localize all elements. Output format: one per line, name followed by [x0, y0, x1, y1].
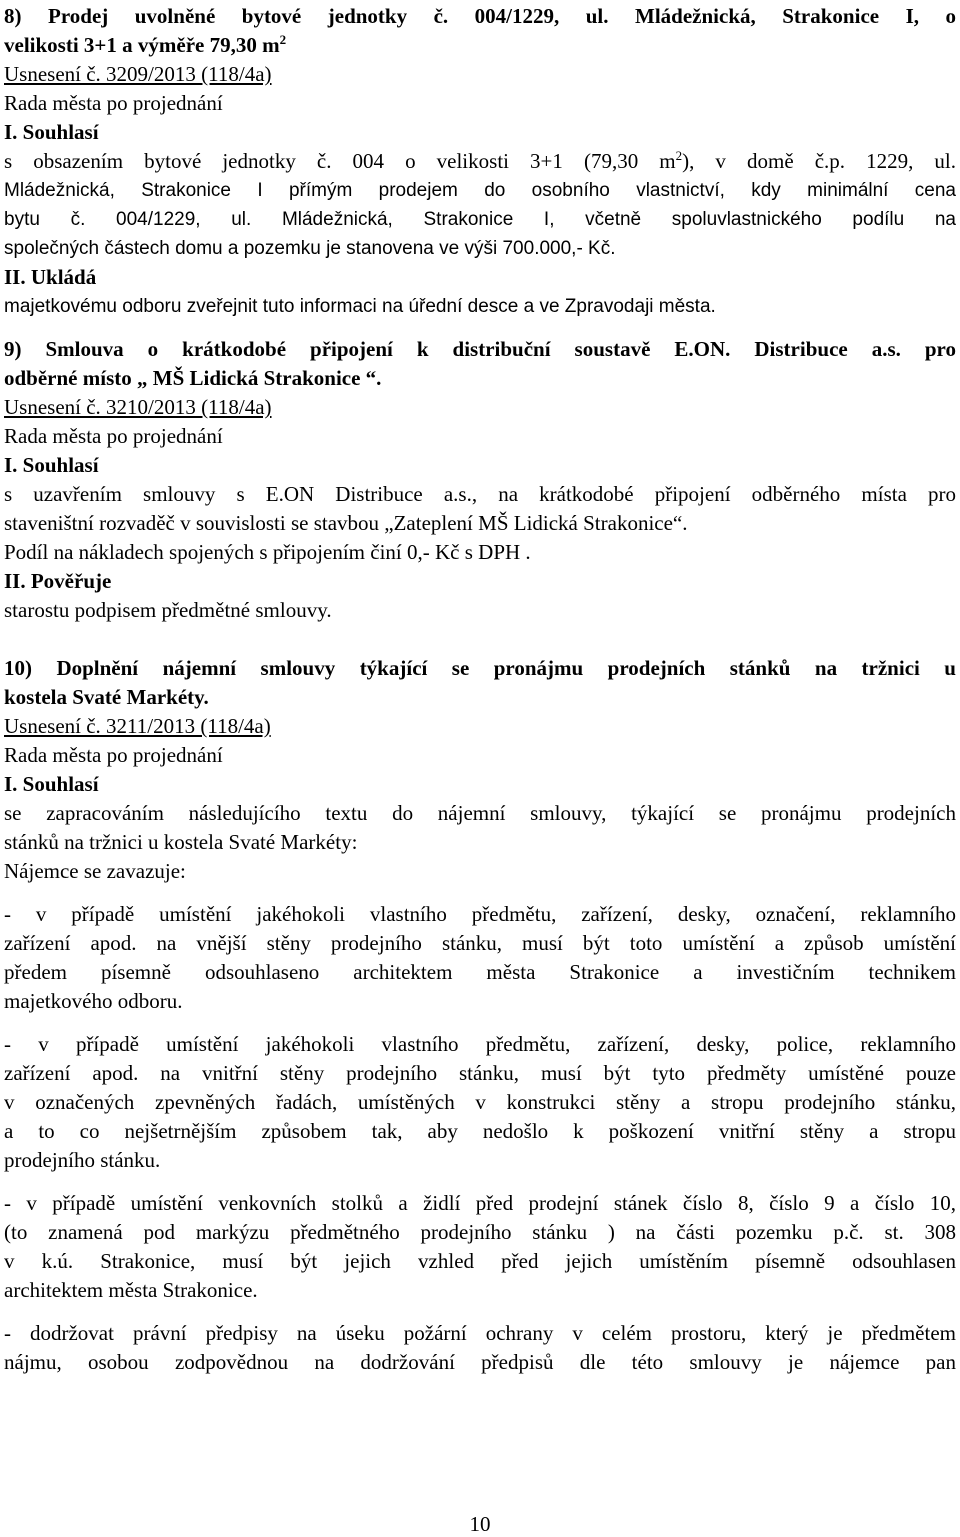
clause-line: zařízení apod. na vnější stěny prodejního stánku, musí být toto umístění a způsob umístění [4, 931, 956, 955]
item-9-section [4, 335, 956, 625]
item-9-title: 9) Smlouva o krátkodobé připojení k distribuční soustavě E.ON. Distribuce a.s. pro [4, 337, 956, 361]
spacer [4, 321, 956, 335]
item-8-resolution: Usnesení č. 3209/2013 (118/4a) [4, 62, 272, 86]
clause-line: a to co nejšetrnějším způsobem tak, aby nedošlo k poškození vnitřní stěny a stropu [4, 1119, 956, 1143]
spacer [4, 886, 956, 900]
item-10-agree-text: se zapracováním následujícího textu do nájemní smlouvy, týkající se pronájmu prodejních [4, 801, 956, 825]
clause-4 [4, 1319, 956, 1377]
clause-2 [4, 1030, 956, 1175]
item-9-title-cont: odběrné místo „ MŠ Lidická Strakonice “. [4, 366, 382, 390]
clause-3 [4, 1189, 956, 1305]
document-page [4, 0, 956, 1377]
item-8-order-text: majetkovému odboru zveřejnit tuto informaci na úřední desce a ve Zpravodaji města. [4, 296, 716, 317]
item-10-title-cont: kostela Svaté Markéty. [4, 685, 209, 709]
item-10-tenant-label: Nájemce se zavazuje: [4, 859, 186, 883]
item-8-agree-text: bytu č. 004/1229, ul. Mládežnická, Strakonice I, včetně spoluvlastnického podílu na [4, 209, 956, 230]
item-8-order-heading: II. Ukládá [4, 265, 97, 289]
clause-line: zařízení apod. na vnitřní stěny prodejního stánku, musí být tyto předměty umístěné pouze [4, 1061, 956, 1085]
clause-line: - v případě umístění jakéhokoli vlastního předmětu, zařízení, desky, police, reklamního [4, 1032, 956, 1056]
clause-line: (to znamená pod markýzu předmětného prodejního stánku ) na části pozemku p.č. st. 308 [4, 1220, 956, 1244]
clause-line: v k.ú. Strakonice, musí být jejich vzhled před jejich umístěním písemně odsouhlasen [4, 1249, 956, 1273]
clause-line: v označených zpevněných řadách, umístěných v konstrukci stěny a stropu prodejního stánku, [4, 1090, 956, 1114]
clause-line: - v případě umístění jakéhokoli vlastního předmětu, zařízení, desky, označení, reklamního [4, 902, 956, 926]
item-9-agree-text: s uzavřením smlouvy s E.ON Distribuce a.s., na krátkodobé připojení odběrného místa pro [4, 482, 956, 506]
item-9-agree-heading: I. Souhlasí [4, 453, 99, 477]
item-8-section [4, 0, 956, 321]
item-9-agree-text: Podíl na nákladech spojených s připojením činí 0,- Kč s DPH . [4, 540, 531, 564]
item-9-auth-heading: II. Pověřuje [4, 569, 112, 593]
item-8-agree-heading: I. Souhlasí [4, 120, 99, 144]
item-10-title: 10) Doplnění nájemní smlouvy týkající se pronájmu prodejních stánků na tržnici u [4, 656, 956, 680]
item-8-agree-text: Mládežnická, Strakonice I přímým prodejem do osobního vlastnictví, kdy minimální cena [4, 180, 956, 201]
page-number: 10 [469, 1512, 491, 1536]
item-10-agree-text: stánků na tržnici u kostela Svaté Markéty: [4, 830, 358, 854]
item-9-agree-text: staveništní rozvaděč v souvislosti se stavbou „Zateplení MŠ Lidická Strakonice“. [4, 511, 688, 535]
item-8-agree-text: společných částech domu a pozemku je stanovena ve výši 700.000,- Kč. [4, 238, 616, 259]
item-10-section [4, 654, 956, 1377]
clause-line: prodejního stánku. [4, 1148, 161, 1172]
item-8-council: Rada města po projednání [4, 91, 223, 115]
item-8-title: 8) Prodej uvolněné bytové jednotky č. 004/1229, ul. Mládežnická, Strakonice I, o [4, 4, 956, 28]
spacer [4, 1175, 956, 1189]
item-9-resolution: Usnesení č. 3210/2013 (118/4a) [4, 395, 272, 419]
spacer [4, 1305, 956, 1319]
item-10-resolution: Usnesení č. 3211/2013 (118/4a) [4, 714, 271, 738]
clause-line: architektem města Strakonice. [4, 1278, 258, 1302]
item-9-auth-text: starostu podpisem předmětné smlouvy. [4, 598, 332, 622]
clause-line: majetkového odboru. [4, 989, 183, 1013]
clause-line: nájmu, osobou zodpovědnou na dodržování předpisů dle této smlouvy je nájemce pan [4, 1350, 956, 1374]
clause-line: - v případě umístění venkovních stolků a židlí před prodejní stánek číslo 8, číslo 9 a číslo 10, [4, 1191, 956, 1215]
item-10-council: Rada města po projednání [4, 743, 223, 767]
clause-line: - dodržovat právní předpisy na úseku požární ochrany v celém prostoru, který je předmětem [4, 1321, 956, 1345]
spacer [4, 625, 956, 654]
clause-line: předem písemně odsouhlaseno architektem města Strakonice a investičním technikem [4, 960, 956, 984]
clause-1 [4, 900, 956, 1016]
item-8-title-cont: velikosti 3+1 a výměře 79,30 $m^2$ [4, 32, 287, 57]
spacer [4, 1016, 956, 1030]
item-8-agree-text: s obsazením bytové jednotky č. 004 o velikosti 3+1 (79,30 $m^2$), v domě č.p. 1229, ul. [4, 148, 956, 173]
item-9-council: Rada města po projednání [4, 424, 223, 448]
item-10-agree-heading: I. Souhlasí [4, 772, 99, 796]
